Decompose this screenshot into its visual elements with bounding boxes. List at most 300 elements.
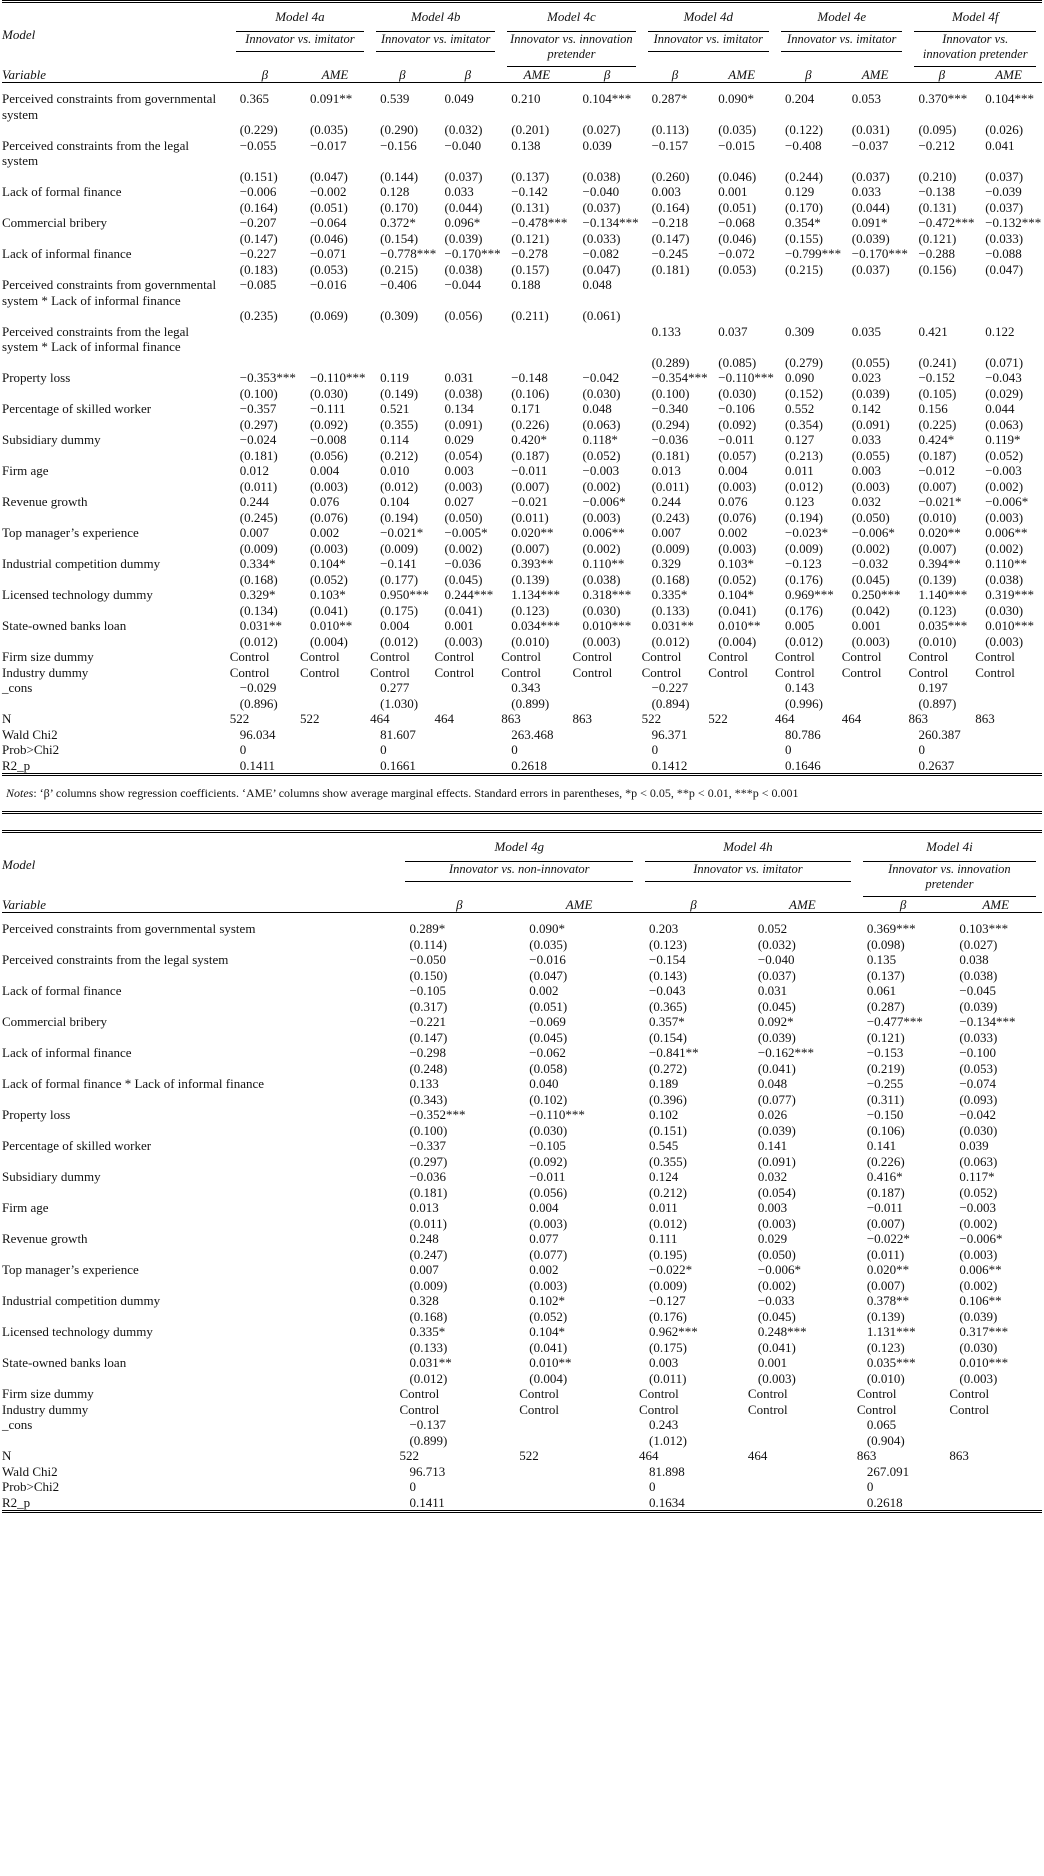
coefficient-value: −0.138 xyxy=(918,184,956,199)
statistic-value: 863 xyxy=(908,711,928,726)
standard-error-value: (0.027) xyxy=(959,936,998,952)
standard-error-value: (0.041) xyxy=(309,602,348,618)
standard-error-value: (0.213) xyxy=(785,447,823,463)
standard-error-value: (0.201) xyxy=(511,122,550,137)
statistic-label: R2_p xyxy=(2,758,230,775)
statistic-value xyxy=(573,727,642,743)
coefficient-row xyxy=(2,215,1042,231)
coefficient-value: 0.031 xyxy=(757,983,788,998)
standard-error-value: (0.176) xyxy=(785,571,823,587)
control-value: Control xyxy=(639,1386,679,1401)
coefficient-value: −0.003 xyxy=(959,1200,996,1215)
statistic-value: 0.1661 xyxy=(370,758,434,775)
standard-error-value: (0.002) xyxy=(959,1277,998,1293)
standard-error-value: (0.003) xyxy=(985,633,1024,649)
coefficient-value: 0.090 xyxy=(785,370,815,385)
coefficient-value: 0.317*** xyxy=(959,1324,1009,1339)
coefficient-value: −0.006* xyxy=(757,1262,802,1277)
coefficient-value: 0.038 xyxy=(959,952,989,967)
header-variable-row xyxy=(2,897,1042,913)
standard-error-value: (0.052) xyxy=(529,1308,568,1324)
coefficient-value: 0.091* xyxy=(851,215,888,230)
comparison-label: Innovator vs. imitator xyxy=(645,862,851,882)
variable-label: Property loss xyxy=(2,1107,71,1122)
coefficient-value: −0.042 xyxy=(959,1107,996,1122)
statistic-value xyxy=(842,727,909,743)
standard-error-value: (0.077) xyxy=(757,1091,796,1107)
statistic-value: 260.387 xyxy=(918,726,961,742)
standard-error-value: (0.037) xyxy=(444,168,483,184)
coefficient-value: 0.133 xyxy=(409,1076,439,1091)
coefficient-value: −0.221 xyxy=(409,1014,447,1029)
variable-label: Perceived constraints from the legal system xyxy=(2,952,229,967)
control-value: Control xyxy=(399,1386,440,1401)
notes-text: : ‘β’ columns show regression coefficients. ‘AME’ columns show average marginal effects. Standard errors in parentheses, *p < 0.05, **p < 0.01, ***p < 0.001 xyxy=(33,786,799,800)
coefficient-value: 0.034*** xyxy=(511,618,560,633)
standard-error-value: (0.010) xyxy=(866,1370,905,1386)
control-value: Control xyxy=(841,664,882,680)
standard-error-value: (0.092) xyxy=(529,1153,568,1169)
standard-error-value: (0.056) xyxy=(444,308,483,323)
standard-error-value: (0.229) xyxy=(239,122,278,137)
constant-se xyxy=(842,696,909,712)
model-name xyxy=(399,832,639,862)
standard-error-value: (0.011) xyxy=(651,478,690,494)
constant-row xyxy=(2,1417,1042,1433)
coefficient-row xyxy=(2,91,1042,122)
constant-label: _cons xyxy=(2,1417,33,1432)
coefficient-value: 0.104* xyxy=(529,1324,565,1339)
standard-error-value: (0.247) xyxy=(409,1246,448,1262)
standard-error-row xyxy=(2,262,1042,278)
header-variable-label: Variable xyxy=(2,67,230,83)
standard-error-value xyxy=(908,308,975,324)
standard-error-value: (0.154) xyxy=(649,1029,687,1045)
coefficient-row xyxy=(2,370,1042,386)
coefficient-value: −0.100 xyxy=(959,1045,996,1060)
standard-error-value: (0.235) xyxy=(239,308,278,323)
control-value: Control xyxy=(399,1401,440,1417)
standard-error-value: (0.030) xyxy=(582,385,621,401)
control-value: Control xyxy=(370,664,410,680)
standard-error-value: (0.152) xyxy=(785,385,823,401)
coefficient-row xyxy=(2,324,1042,355)
coefficient-value: −0.170*** xyxy=(444,246,501,261)
regression-table-2 xyxy=(2,830,1042,1513)
standard-error-value: (0.037) xyxy=(985,199,1024,215)
standard-error-value: (0.003) xyxy=(718,540,757,556)
standard-error-value: (0.039) xyxy=(851,230,890,246)
variable-label: State-owned banks loan xyxy=(2,618,127,633)
variable-label: Firm age xyxy=(2,1200,49,1215)
statistic-value: 863 xyxy=(975,711,995,726)
coefficient-value: −0.162*** xyxy=(757,1045,815,1060)
header-model-row xyxy=(2,2,1042,32)
coefficient-value: 0.204 xyxy=(785,91,815,106)
coefficient-value: 0.334* xyxy=(239,556,276,571)
column-statistic: AME xyxy=(708,67,775,83)
model-name xyxy=(642,2,775,32)
standard-error-value: (0.003) xyxy=(444,478,483,494)
coefficient-value: −0.799*** xyxy=(785,246,842,261)
coefficient-value: 0.244 xyxy=(239,494,270,509)
coefficient-value: −0.278 xyxy=(511,246,548,261)
coefficient-value: 0.171 xyxy=(511,401,541,416)
coefficient-value: −0.123 xyxy=(785,556,822,571)
coefficient-value: 1.140*** xyxy=(918,587,968,602)
coefficient-value: −0.021 xyxy=(511,494,548,509)
standard-error-value: (0.044) xyxy=(444,199,483,215)
model-name-rule: Model 4f xyxy=(914,9,1036,32)
standard-error-value: (0.012) xyxy=(651,633,690,649)
constant-se xyxy=(708,696,775,712)
constant-value xyxy=(748,1417,857,1433)
coefficient-value: 0.010 xyxy=(380,463,410,478)
standard-error-value: (0.139) xyxy=(511,571,550,587)
coefficient-row xyxy=(2,618,1042,634)
control-row xyxy=(2,649,1042,665)
standard-error-value: (0.045) xyxy=(851,571,890,587)
coefficient-value: 0.029 xyxy=(444,432,474,447)
standard-error-value: (0.105) xyxy=(918,385,957,401)
coefficient-value: 0.049 xyxy=(444,91,474,106)
statistic-value xyxy=(975,742,1042,758)
variable-label: Revenue growth xyxy=(2,494,88,509)
coefficient-value: 0.013 xyxy=(409,1200,439,1215)
coefficient-value: −0.043 xyxy=(985,370,1022,385)
coefficient-value: −0.055 xyxy=(239,137,277,153)
coefficient-value: 0.119* xyxy=(985,432,1021,447)
header-model-label: Model xyxy=(2,832,399,897)
standard-error-value: (0.003) xyxy=(985,509,1024,525)
model-name xyxy=(908,2,1042,32)
coefficient-value: −0.157 xyxy=(651,137,689,153)
standard-error-value: (0.030) xyxy=(959,1339,998,1355)
variable-label: Lack of formal finance xyxy=(2,983,122,998)
coefficient-value: 0.031** xyxy=(409,1355,452,1370)
standard-error-value: (0.176) xyxy=(785,602,823,618)
coefficient-value: 0.077 xyxy=(529,1231,559,1246)
standard-error-value: (0.039) xyxy=(757,1029,796,1045)
control-value: Control xyxy=(519,1386,559,1401)
statistic-value: 0.1411 xyxy=(230,758,300,775)
coefficient-value: −0.062 xyxy=(529,1045,566,1060)
standard-error-value: (0.248) xyxy=(409,1060,448,1076)
coefficient-value: 0.001 xyxy=(851,618,881,633)
statistic-value xyxy=(573,742,642,758)
control-value: Control xyxy=(501,664,541,680)
variable-label: Property loss xyxy=(2,370,71,385)
coefficient-value: 0.369*** xyxy=(866,921,916,936)
coefficient-value: −0.021* xyxy=(380,525,424,540)
coefficient-row xyxy=(2,1014,1042,1030)
constant-se: (1.012) xyxy=(649,1432,687,1448)
statistic-value: 263.468 xyxy=(511,726,554,742)
coefficient-value: 0.020** xyxy=(918,525,961,540)
coefficient-value: 0.521 xyxy=(380,401,410,416)
statistic-value: 0.2618 xyxy=(857,1495,950,1512)
standard-error-value: (0.003) xyxy=(309,540,348,556)
standard-error-value: (0.012) xyxy=(649,1215,687,1231)
statistic-value: 522 xyxy=(399,1448,419,1463)
standard-error-value: (0.121) xyxy=(918,230,957,246)
spacer-row xyxy=(2,83,1042,92)
coefficient-value: −0.227 xyxy=(239,246,277,261)
control-value: Control xyxy=(975,649,1015,664)
standard-error-value: (0.009) xyxy=(651,540,690,556)
coefficient-value: −0.134*** xyxy=(959,1014,1016,1029)
model-name-rule: Model 4e xyxy=(781,9,902,32)
standard-error-value: (0.052) xyxy=(582,447,621,463)
standard-error-value: (0.007) xyxy=(866,1277,905,1293)
coefficient-value: 0.007 xyxy=(651,525,681,540)
constant-value xyxy=(949,1417,1042,1433)
standard-error-value: (0.244) xyxy=(785,168,823,184)
standard-error-value: (0.030) xyxy=(959,1122,998,1138)
coefficient-value: 0.048 xyxy=(582,401,612,416)
standard-error-value: (0.157) xyxy=(511,261,550,277)
standard-error-row xyxy=(2,510,1042,526)
model-comparison xyxy=(775,32,908,67)
coefficient-value: 0.210 xyxy=(511,91,541,106)
standard-error-value xyxy=(975,308,1042,324)
variable-label: Licensed technology dummy xyxy=(2,587,153,602)
comparison-label: Innovator vs. imitator xyxy=(376,32,495,52)
statistic-value: 0 xyxy=(866,1479,874,1494)
standard-error-row xyxy=(2,122,1042,138)
coefficient-value: 0.122 xyxy=(985,323,1015,339)
control-value: Control xyxy=(641,664,682,680)
standard-error-value: (0.123) xyxy=(649,936,687,952)
standard-error-value xyxy=(775,308,842,324)
standard-error-value: (0.168) xyxy=(651,571,690,587)
standard-error-value: (0.187) xyxy=(866,1184,905,1200)
variable-label: Subsidiary dummy xyxy=(2,1169,101,1184)
coefficient-value: 0.354* xyxy=(785,215,821,230)
control-value: Control xyxy=(229,664,270,680)
control-label: Industry dummy xyxy=(2,1401,89,1417)
column-statistic: β xyxy=(642,67,709,83)
coefficient-value: −0.016 xyxy=(529,952,566,967)
coefficient-value: −0.064 xyxy=(309,215,347,230)
model-name-rule: Model 4d xyxy=(648,9,769,32)
standard-error-value: (0.035) xyxy=(309,122,348,137)
coefficient-value: −0.006* xyxy=(959,1231,1003,1246)
standard-error-value: (0.092) xyxy=(718,416,757,432)
coefficient-value: 0.033 xyxy=(444,184,474,199)
coefficient-row xyxy=(2,587,1042,603)
standard-error-value: (0.123) xyxy=(918,602,957,618)
standard-error-value: (0.003) xyxy=(757,1370,796,1386)
coefficient-row xyxy=(2,1324,1042,1340)
standard-error-value: (0.047) xyxy=(529,967,568,983)
coefficient-value: −0.153 xyxy=(866,1045,904,1060)
coefficient-value: −0.032 xyxy=(851,556,889,571)
coefficient-value: 0.189 xyxy=(649,1076,679,1091)
standard-error-row xyxy=(2,1030,1042,1046)
variable-label: Subsidiary dummy xyxy=(2,432,101,447)
coefficient-value: −0.043 xyxy=(649,983,686,998)
standard-error-value: (0.183) xyxy=(239,261,278,277)
coefficient-value: 0.129 xyxy=(785,184,815,199)
standard-error-value: (0.121) xyxy=(866,1029,905,1045)
coefficient-value: −0.022* xyxy=(649,1262,693,1277)
standard-error-value: (0.100) xyxy=(651,385,690,401)
coefficient-value: −0.082 xyxy=(582,246,620,261)
constant-se-row xyxy=(2,696,1042,712)
coefficient-value: −0.040 xyxy=(757,952,795,967)
statistic-value xyxy=(300,758,370,775)
constant-se: (0.894) xyxy=(651,695,690,711)
control-value: Control xyxy=(949,1386,990,1401)
coefficient-value: 0.010** xyxy=(309,618,353,633)
standard-error-value: (0.011) xyxy=(511,509,549,525)
standard-error-value: (0.063) xyxy=(959,1153,998,1169)
column-statistic: AME xyxy=(975,67,1042,83)
control-row xyxy=(2,1402,1042,1418)
coefficient-value: 0.328 xyxy=(409,1293,439,1308)
column-statistic: β xyxy=(639,897,748,913)
coefficient-value: 0.424* xyxy=(918,432,955,447)
standard-error-row xyxy=(2,572,1042,588)
coefficient-value xyxy=(642,277,709,308)
coefficient-value: 0.102* xyxy=(529,1293,565,1308)
coefficient-value xyxy=(975,277,1042,308)
coefficient-value: −0.105 xyxy=(529,1138,566,1153)
standard-error-value: (0.215) xyxy=(380,261,419,277)
constant-value xyxy=(519,1417,639,1433)
coefficient-value: 0.357* xyxy=(649,1014,685,1029)
column-statistic: AME xyxy=(842,67,909,83)
standard-error-value: (0.045) xyxy=(529,1029,568,1045)
coefficient-value: 0.119 xyxy=(380,370,409,385)
standard-error-value: (0.226) xyxy=(511,416,550,432)
standard-error-value: (0.181) xyxy=(651,261,690,277)
comparison-label: Innovator vs. imitator xyxy=(236,32,364,52)
standard-error-value: (0.219) xyxy=(866,1060,905,1076)
standard-error-value: (0.215) xyxy=(785,261,823,277)
statistic-value: 863 xyxy=(572,711,593,726)
constant-se xyxy=(975,696,1042,712)
statistic-value: 522 xyxy=(641,711,662,726)
standard-error-value: (0.051) xyxy=(309,199,348,215)
column-statistic: AME xyxy=(748,897,857,913)
coefficient-value: 0.010*** xyxy=(959,1355,1009,1370)
standard-error-value: (0.147) xyxy=(239,230,278,246)
standard-error-value: (0.003) xyxy=(444,633,483,649)
coefficient-value: −0.006* xyxy=(985,494,1029,509)
coefficient-row xyxy=(2,494,1042,510)
coefficient-value: 0.061 xyxy=(866,983,897,998)
coefficient-row xyxy=(2,983,1042,999)
coefficient-value: 0.035 xyxy=(851,323,881,339)
constant-value xyxy=(300,680,370,696)
standard-error-row xyxy=(2,603,1042,619)
coefficient-value: −0.288 xyxy=(918,246,956,261)
standard-error-value: (0.051) xyxy=(529,998,568,1014)
coefficient-value: −0.016 xyxy=(309,277,347,292)
standard-error-value: (0.113) xyxy=(651,122,690,137)
standard-error-value: (0.311) xyxy=(866,1091,905,1107)
statistic-value xyxy=(300,742,370,758)
coefficient-value: −0.255 xyxy=(866,1076,904,1091)
standard-error-value: (0.038) xyxy=(582,168,621,184)
standard-error-value: (0.069) xyxy=(309,308,348,323)
statistic-value xyxy=(975,758,1042,775)
control-value: Control xyxy=(908,649,949,664)
coefficient-value: 0.020** xyxy=(511,525,554,540)
coefficient-value: 0.244 xyxy=(651,494,681,509)
header-model-row xyxy=(2,832,1042,862)
page xyxy=(2,0,1042,1513)
coefficient-row xyxy=(2,1076,1042,1092)
coefficient-value: −0.036 xyxy=(409,1169,447,1184)
spacer-row xyxy=(2,913,1042,922)
coefficient-value: 0.104*** xyxy=(582,91,632,106)
standard-error-value: (0.164) xyxy=(239,199,278,215)
statistic-value xyxy=(519,1479,639,1495)
header-variable-label: Variable xyxy=(2,897,399,913)
statistic-value: 80.786 xyxy=(785,726,821,742)
standard-error-row xyxy=(2,1185,1042,1201)
control-value: Control xyxy=(949,1401,990,1417)
control-value: Control xyxy=(572,664,613,680)
coefficient-value: 0.128 xyxy=(380,184,410,199)
standard-error-value: (0.106) xyxy=(866,1122,905,1138)
standard-error-row xyxy=(2,417,1042,433)
coefficient-value: 0.001 xyxy=(757,1355,788,1370)
statistic-row xyxy=(2,1479,1042,1495)
model-name xyxy=(501,2,641,32)
statistic-value xyxy=(435,742,502,758)
control-value: Control xyxy=(775,664,815,680)
coefficient-value: 0.248*** xyxy=(757,1324,807,1339)
coefficient-value: 0.003 xyxy=(651,184,681,199)
statistic-value: 0 xyxy=(785,742,792,757)
variable-label: Commercial bribery xyxy=(2,1014,108,1029)
coefficient-value: 0.005 xyxy=(785,618,815,633)
coefficient-value: 0.318*** xyxy=(582,587,632,602)
coefficient-row xyxy=(2,138,1042,169)
coefficient-value: 0.138 xyxy=(511,137,541,153)
coefficient-row xyxy=(2,277,1042,308)
variable-label: Perceived constraints from governmental system * Lack of informal finance xyxy=(2,277,217,308)
standard-error-value: (0.123) xyxy=(511,602,550,618)
coefficient-value: 0.001 xyxy=(444,618,474,633)
coefficient-row xyxy=(2,463,1042,479)
coefficient-value: 0.090* xyxy=(529,921,565,936)
coefficient-value: 0.031** xyxy=(651,618,694,633)
coefficient-value: 0.004 xyxy=(718,463,748,478)
coefficient-value: 0.026 xyxy=(757,1107,788,1122)
standard-error-value: (0.100) xyxy=(409,1122,448,1138)
variable-label: Lack of formal finance xyxy=(2,184,122,199)
coefficient-value: 0.012 xyxy=(239,463,270,478)
standard-error-value: (0.051) xyxy=(718,199,757,215)
coefficient-row xyxy=(2,1138,1042,1154)
statistic-value: 81.898 xyxy=(649,1463,685,1479)
coefficient-value: 0.141 xyxy=(866,1138,897,1153)
variable-label: Percentage of skilled worker xyxy=(2,1138,152,1153)
standard-error-value: (0.170) xyxy=(785,199,823,215)
standard-error-value: (0.032) xyxy=(757,936,796,952)
column-statistic: β xyxy=(908,67,975,83)
standard-error-value: (0.009) xyxy=(380,540,419,556)
statistic-value: 96.713 xyxy=(409,1463,446,1479)
coefficient-row xyxy=(2,952,1042,968)
standard-error-value: (0.226) xyxy=(866,1153,905,1169)
standard-error-value: (0.009) xyxy=(649,1277,687,1293)
